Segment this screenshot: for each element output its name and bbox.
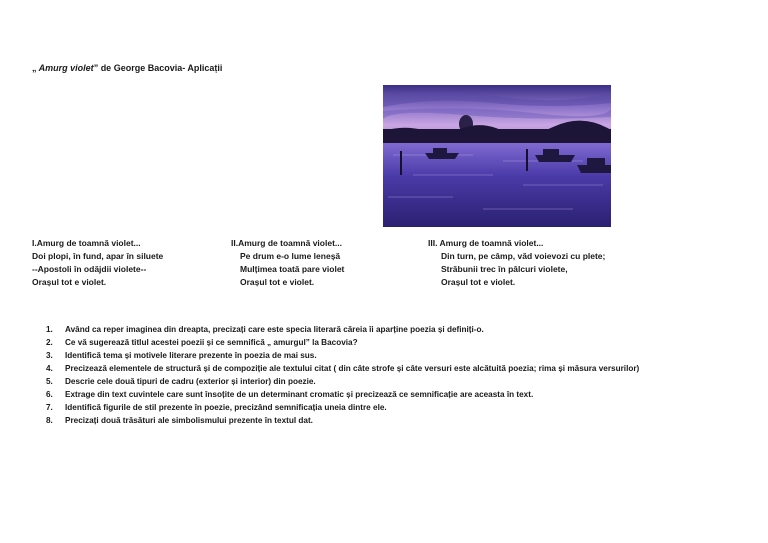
title-quote-open: „ xyxy=(32,63,37,73)
question-item xyxy=(46,336,639,349)
title-rest: ” de George Bacovia- Aplicații xyxy=(93,63,223,73)
question-text: Descrie cele două tipuri de cadru (exterior și interior) din poezie. xyxy=(65,377,316,386)
stanza-1-heading: I.Amurg de toamnă violet... xyxy=(32,238,141,248)
question-number: 6. xyxy=(46,390,53,399)
stanza-2-heading: II.Amurg de toamnă violet... xyxy=(231,238,342,248)
stanza-1-line-1: Doi plopi, în fund, apar în siluete xyxy=(32,251,164,261)
question-item xyxy=(46,388,639,401)
question-text: Identifică figurile de stil prezente în poezie, precizând semnificația uneia dintre ele. xyxy=(65,403,387,412)
question-item xyxy=(46,349,639,362)
stanza-2-line-1: Pe drum e-o lume leneșă xyxy=(240,251,341,261)
question-number: 4. xyxy=(46,364,53,373)
question-item xyxy=(46,362,639,375)
question-text: Având ca reper imaginea din dreapta, precizați care este specia literară căreia îi aparține poezia și definiți-o. xyxy=(65,325,484,334)
question-number: 2. xyxy=(46,338,53,347)
stanza-3 xyxy=(428,237,605,289)
question-number: 7. xyxy=(46,403,53,412)
question-item xyxy=(46,414,639,427)
question-item xyxy=(46,323,639,336)
question-text: Identifică tema și motivele literare prezente în poezia de mai sus. xyxy=(65,351,317,360)
question-item xyxy=(46,375,639,388)
question-text: Extrage din text cuvintele care sunt însoțite de un determinant cromatic și precizează ce semnificație are aceasta în text. xyxy=(65,390,534,399)
question-text: Ce vă sugerează titlul acestei poezii și ce semnifică „ amurgul” la Bacovia? xyxy=(65,338,358,347)
stanza-2-line-3: Orașul tot e violet. xyxy=(240,277,315,287)
question-number: 8. xyxy=(46,416,53,425)
stanza-3-line-1: Din turn, pe câmp, văd voievozi cu plete; xyxy=(441,251,606,261)
question-text: Precizați două trăsături ale simbolismului prezente în textul dat. xyxy=(65,416,313,425)
title-poem-name: Amurg violet xyxy=(36,63,94,73)
stanza-1 xyxy=(32,237,163,289)
sunset-lake-photo xyxy=(383,85,611,227)
stanza-3-line-2: Străbunii trec în pâlcuri violete, xyxy=(441,264,568,274)
stanza-2-line-2: Mulțimea toată pare violet xyxy=(240,264,345,274)
page-title xyxy=(32,63,222,73)
stanza-1-line-2: --Apostoli în odăjdii violete-- xyxy=(32,264,147,274)
stanza-3-heading: III. Amurg de toamnă violet... xyxy=(428,238,544,248)
questions-list xyxy=(46,323,639,427)
question-item xyxy=(46,401,639,414)
question-text: Precizează elementele de structură și de compoziție ale textului citat ( din câte strofe și câte versuri este alcătuită poezia; rima și măsura versurilor) xyxy=(65,364,640,373)
question-number: 3. xyxy=(46,351,53,360)
question-number: 5. xyxy=(46,377,53,386)
question-number: 1. xyxy=(46,325,53,334)
stanza-2 xyxy=(231,237,344,289)
stanza-1-line-3: Orașul tot e violet. xyxy=(32,277,107,287)
stanza-3-line-3: Orașul tot e violet. xyxy=(441,277,516,287)
